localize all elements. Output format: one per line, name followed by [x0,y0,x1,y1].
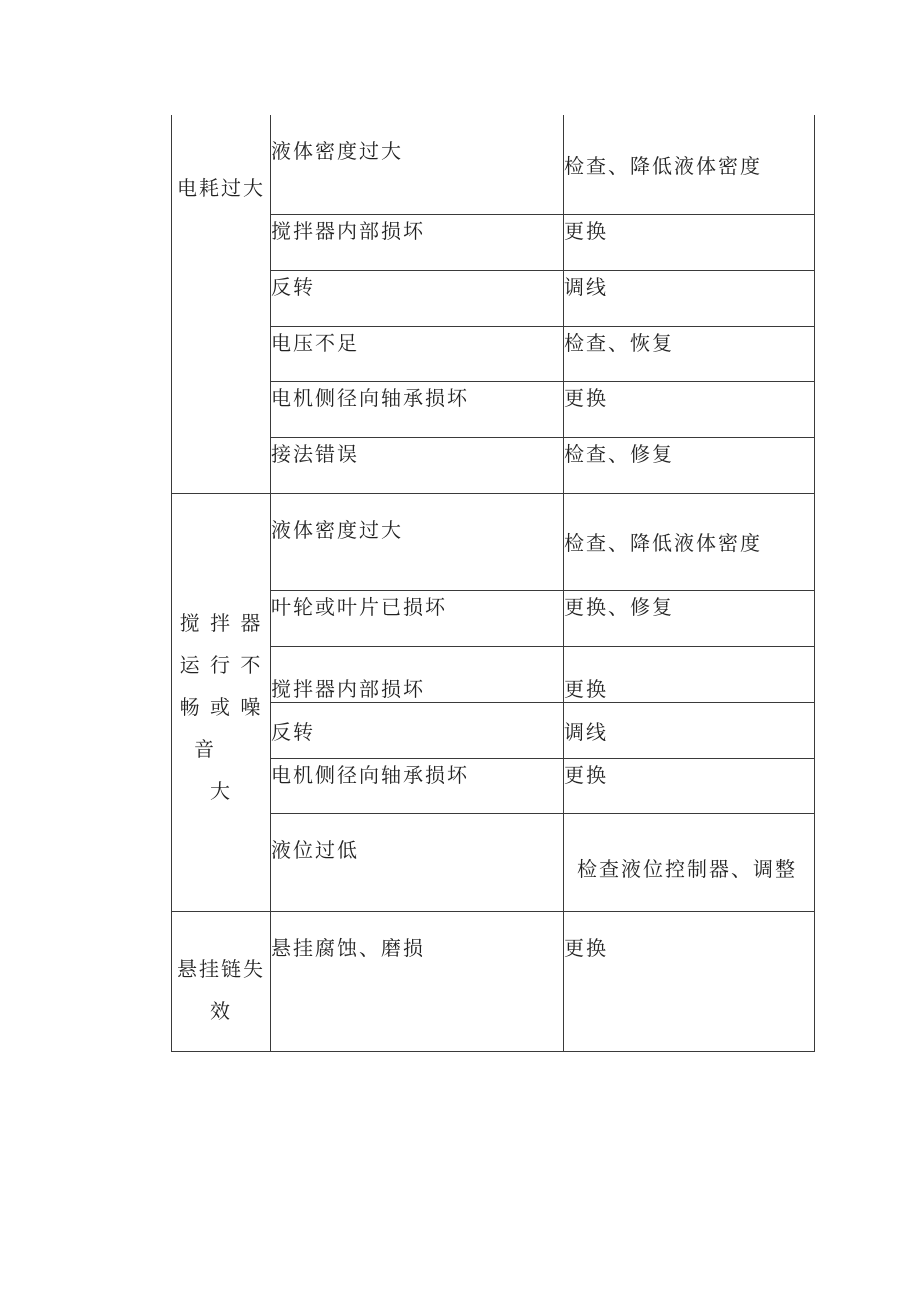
fix-cell [564,326,815,381]
cause-text: 反转 [271,719,315,744]
fix-cell [564,270,815,326]
cause-cell [271,270,564,326]
fix-cell [564,646,815,702]
cause-cell [271,214,564,270]
cause-text: 电机侧径向轴承损坏 [271,762,469,787]
fix-text: 检查、降低液体密度 [564,531,762,555]
cause-text: 搅拌器内部损坏 [271,676,425,701]
cause-text: 反转 [271,274,315,299]
cause-cell [271,493,564,590]
symptom-text: 悬挂链失 [177,956,265,981]
cause-cell [271,813,564,911]
cause-cell [271,646,564,702]
fix-cell [564,758,815,813]
cause-text: 液体密度过大 [271,517,403,542]
cause-text: 接法错误 [271,441,359,466]
symptom-text: 大 [210,778,232,803]
symptom-text: 畅 或 噪 [179,694,263,719]
fix-text: 检查液位控制器、调整 [577,856,797,881]
cause-cell [271,381,564,437]
symptom-cell [172,911,271,1051]
table-row [172,493,815,590]
table-row [172,911,815,1051]
fix-cell [564,702,815,758]
fix-text: 更换 [564,218,608,243]
fix-cell [564,214,815,270]
cause-text: 叶轮或叶片已损坏 [271,594,447,619]
cause-text: 电机侧径向轴承损坏 [271,385,469,410]
cause-cell [271,590,564,646]
fix-text: 更换 [564,935,608,960]
fault-table [171,115,815,1052]
fix-cell [564,813,815,911]
symptom-text: 电耗过大 [177,176,265,200]
symptom-cell [172,493,271,911]
symptom-text: 搅 拌 器 [179,610,263,635]
fix-cell [564,590,815,646]
fix-cell [564,381,815,437]
fix-text: 更换 [564,385,608,410]
cause-cell [271,115,564,214]
symptom-text: 效 [210,998,232,1023]
cause-cell [271,437,564,493]
fix-text: 检查、修复 [564,441,674,466]
cause-cell [271,702,564,758]
symptom-text: 音 [194,736,216,761]
cause-text: 电压不足 [271,330,359,355]
fix-text: 更换 [564,762,608,787]
fix-text: 更换 [564,676,608,701]
fix-cell [564,911,815,1051]
fix-text: 调线 [564,719,608,744]
cause-text: 搅拌器内部损坏 [271,218,425,243]
fix-text: 检查、降低液体密度 [564,153,762,178]
cause-text: 悬挂腐蚀、磨损 [271,935,425,960]
cause-cell [271,758,564,813]
fix-cell [564,437,815,493]
cause-cell [271,911,564,1051]
fix-text: 调线 [564,274,608,299]
cause-text: 液体密度过大 [271,139,403,163]
cause-cell [271,326,564,381]
table-row [172,115,815,214]
fix-text: 检查、恢复 [564,330,674,355]
cause-text: 液位过低 [271,837,359,862]
fix-cell [564,493,815,590]
symptom-text: 运 行 不 [179,652,263,677]
symptom-cell [172,115,271,493]
fix-cell [564,115,815,214]
fix-text: 更换、修复 [564,594,674,619]
